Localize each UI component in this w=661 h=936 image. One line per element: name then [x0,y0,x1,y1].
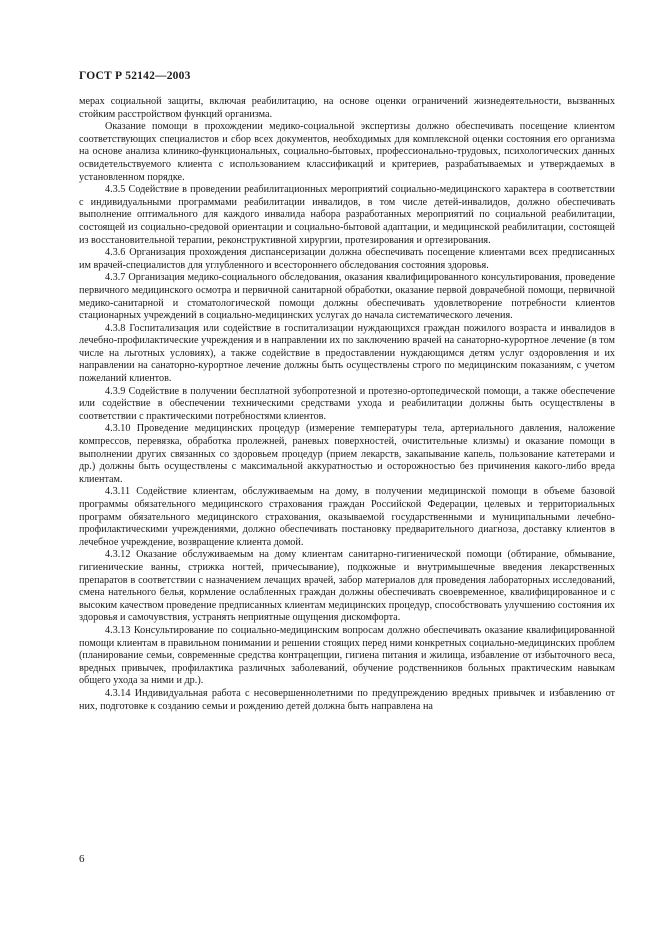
paragraph: 4.3.7 Организация медико-социального обследования, оказания квалифицированного консультирования, проведение первичного медицинского осмотра и первичной санитарной обработки, оказание первой доврачебной помощи, первичной медико-санитарной и стоматологической помощи должны обеспечивать удовлетворение потребности клиентов стационарных учреждений в социально-медицинских услугах до начала систематического лечения. [79,272,615,322]
paragraph: 4.3.10 Проведение медицинских процедур (измерение температуры тела, артериального давления, наложение компрессов, перевязка, обработка пролежней, раневых поверхностей, очистительные клизмы) и оказание помощи в выполнении других связанных со здоровьем процедур (прием лекарств, закапывание капель, пользование катетерами и др.) должны быть осуществлены с максимальной аккуратностью и осторожностью без причинения какого-либо вреда клиентам. [79,423,615,485]
paragraph: 4.3.5 Содействие в проведении реабилитационных мероприятий социально-медицинского характера в соответствии с индивидуальными программами реабилитации инвалидов, в том числе детей-инвалидов, должно обеспечивать выполнение оптимального для каждого инвалида набора разработанных мероприятий по социальной реабилитации, состоящей из социально-средовой ориентации и социально-бытовой адаптации, и медицинской реабилитации, состоящей из восстановительной терапии, реконструктивной хирургии, протезирования и ортезирования. [79,184,615,246]
paragraph: 4.3.6 Организация прохождения диспансеризации должна обеспечивать посещение клиентами всех предписанных им врачей-специалистов для углубленного и всестороннего обследования состояния здоровья. [79,247,615,271]
body-text [79,96,615,713]
paragraph: 4.3.9 Содействие в получении бесплатной зубопротезной и протезно-ортопедической помощи, а также обеспечение или содействие в обеспечении техническими средствами ухода и реабилитации должны быть осуществлены в соответствии с практическими потребностями клиентов. [79,385,615,422]
paragraph: 4.3.12 Оказание обслуживаемым на дому клиентам санитарно-гигиенической помощи (обтирание, обмывание, гигиенические ванны, стрижка ногтей, причесывание), подкожные и внутримышечные введения лекарственных препаратов в соответствии с назначением лечащих врачей, забор материалов для проведения лабораторных исследований, смена нательного белья, кормление ослабленных граждан должны обеспечивать своевременное, квалифицированное и с высоким качеством проведение предписанных клиентам медицинских процедур, способствовать улучшению состояния их здоровья и самочувствия, устранять неприятные ощущения дискомфорта. [79,549,615,624]
paragraph: 4.3.13 Консультирование по социально-медицинским вопросам должно обеспечивать оказание квалифицированной помощи клиентам в правильном понимании и решении стоящих перед ними конкретных социально-медицинских проблем (планирование семьи, современные средства контрацепции, гигиена питания и жилища, избавление от избыточного веса, вредных привычек, профилактика различных заболеваний, обучение родственников больных практическим навыкам общего ухода за ними и др.). [79,624,615,687]
paragraph: 4.3.14 Индивидуальная работа с несовершеннолетними по предупреждению вредных привычек и избавлению от них, подготовке к созданию семьи и рождению детей должна быть направлена на [79,687,615,712]
paragraph: мерах социальной защиты, включая реабилитацию, на основе оценки ограничений жизнедеятельности, вызванных стойким расстройством функций организма. [79,96,615,120]
paragraph: 4.3.8 Госпитализация или содействие в госпитализации нуждающихся граждан пожилого возраста и инвалидов в лечебно-профилактические учреждения и в направлении их по заключению врачей на санаторно-курортное лечение (в том числе на льготных условиях), а также содействие в предоставлении нуждающимся детям услуг оздоровления и их направлении на санаторно-курортное лечение должны быть осуществлены строго по медицинским показаниям, с учетом пожеланий клиентов. [79,322,615,385]
page-number: 6 [79,853,85,865]
paragraph: Оказание помощи в прохождении медико-социальной экспертизы должно обеспечивать посещение клиентом соответствующих специалистов и сбор всех документов, необходимых для комплексной оценки состояния его организма на основе анализа клинико-функциональных, социально-бытовых, профессионально-трудовых, психологических данных освидетельствуемого клиента с использованием классификаций и критериев, разрабатываемых и утверждаемых в установленном порядке. [79,121,615,183]
page-header: ГОСТ Р 52142—2003 [79,70,191,82]
paragraph: 4.3.11 Содействие клиентам, обслуживаемым на дому, в получении медицинской помощи в объеме базовой программы обязательного медицинского страхования граждан Российской Федерации, целевых и территориальных программ обязательного медицинского страхования, оказываемой государственными и муниципальными лечебно-профилактическими учреждениями, должно обеспечивать постановку предварительного диагноза, доставку клиентов в лечебное учреждение, возвращение клиента домой. [79,486,615,548]
